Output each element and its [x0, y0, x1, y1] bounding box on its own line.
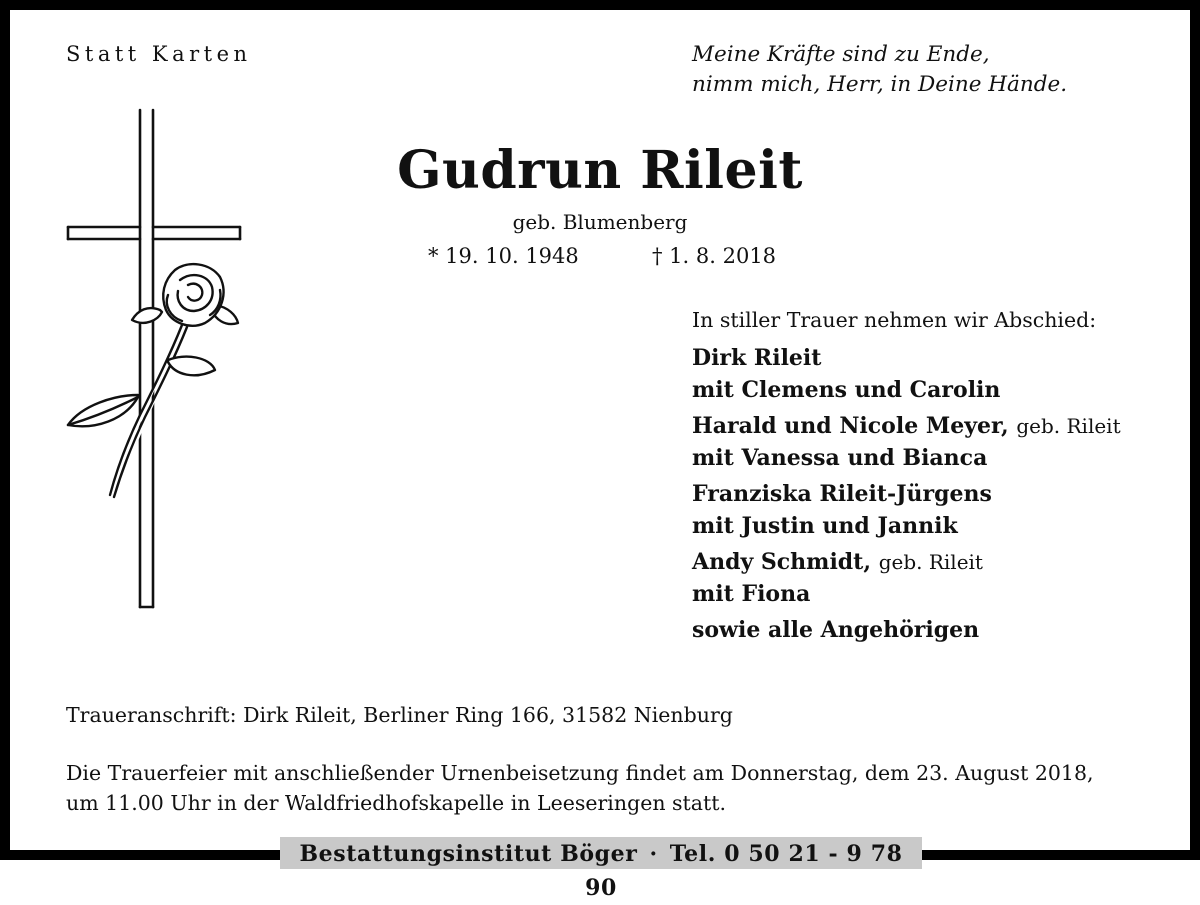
mourner-birth-name: geb. Rileit	[878, 550, 983, 574]
mourner-list	[692, 342, 1162, 646]
mourner-name: Harald und Nicole Meyer,	[692, 413, 1009, 439]
mourner-entry	[692, 478, 1162, 542]
mourner-name: Andy Schmidt,	[692, 549, 872, 575]
mourner-entry	[692, 546, 1162, 610]
mourner-entry	[692, 410, 1162, 474]
ceremony-line-1: Die Trauerfeier mit anschließender Urnenbeisetzung findet am Donnerstag, dem 23. August 2018,	[66, 761, 1094, 785]
border-left	[0, 0, 10, 860]
motto-line-1: Meine Kräfte sind zu Ende,	[692, 42, 990, 67]
mourning-address: Traueranschrift: Dirk Rileit, Berliner Ring 166, 31582 Nienburg	[66, 703, 733, 727]
mourner-children: mit Fiona	[692, 581, 811, 607]
mourner-closing: sowie alle Angehörigen	[692, 617, 980, 643]
ceremony-line-2: um 11.00 Uhr in der Waldfriedhofskapelle in Leeseringen statt.	[66, 791, 727, 815]
statt-karten-label: Statt Karten	[66, 42, 252, 66]
mourner-name: Dirk Rileit	[692, 345, 822, 371]
birth-name: geb. Blumenberg	[512, 210, 688, 234]
cross-with-rose-icon	[60, 105, 250, 615]
mourner-birth-name: geb. Rileit	[1016, 414, 1121, 438]
funeral-home-phone: Tel. 0 50 21 - 9 78 90	[585, 841, 903, 901]
motto-verse	[692, 40, 1067, 100]
deceased-name: Gudrun Rileit	[397, 140, 803, 201]
footer-separator: ·	[649, 841, 658, 867]
motto-line-2: nimm mich, Herr, in Deine Hände.	[692, 72, 1068, 97]
funeral-home-footer	[280, 837, 922, 901]
mourning-intro: In stiller Trauer nehmen wir Abschied:	[692, 308, 1097, 332]
mourner-children: mit Clemens und Carolin	[692, 377, 1001, 403]
border-top	[0, 0, 1200, 10]
birth-date: * 19. 10. 1948	[428, 244, 579, 268]
mourner-children: mit Vanessa und Bianca	[692, 445, 988, 471]
mourner-children: mit Justin und Jannik	[692, 513, 958, 539]
border-right	[1190, 0, 1200, 860]
mourner-entry	[692, 342, 1162, 406]
funeral-home-name: Bestattungsinstitut Böger	[299, 841, 638, 867]
mourner-name: Franziska Rileit-Jürgens	[692, 481, 992, 507]
death-date: † 1. 8. 2018	[652, 244, 777, 268]
ceremony-details	[66, 758, 1094, 818]
